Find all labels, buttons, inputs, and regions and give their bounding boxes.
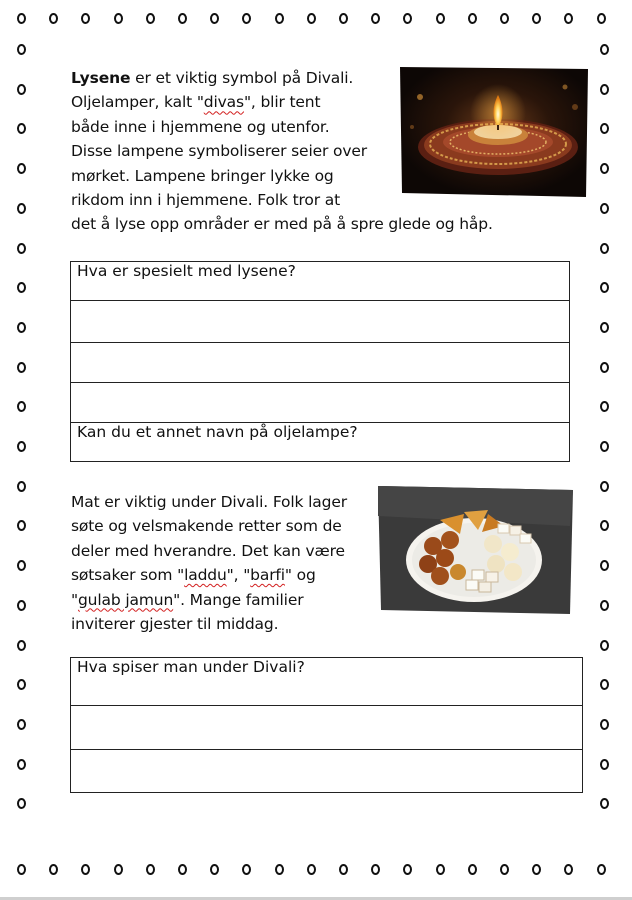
border-dot	[600, 44, 609, 55]
question-cell: Hva er spesielt med lysene?	[71, 262, 570, 301]
text-line: "gulab jamun". Mange familier	[71, 590, 304, 609]
border-dot	[81, 864, 90, 875]
spellcheck-word: gulab jamun	[77, 590, 174, 609]
border-dot	[600, 520, 609, 531]
border-dot	[17, 123, 26, 134]
border-dot	[17, 520, 26, 531]
border-dot	[17, 13, 26, 24]
border-dot	[17, 362, 26, 373]
border-dot	[600, 243, 609, 254]
text-line: mørket. Lampene bringer lykke og	[71, 166, 334, 185]
answer-cell[interactable]	[71, 750, 583, 793]
border-dot	[17, 322, 26, 333]
border-dot	[371, 13, 380, 24]
answer-cell[interactable]	[71, 383, 570, 423]
border-dot	[307, 864, 316, 875]
text-line: rikdom inn i hjemmene. Folk tror at	[71, 191, 341, 210]
text-line: deler med hverandre. Det kan være	[71, 541, 345, 560]
border-dot	[81, 13, 90, 24]
answer-table-1	[70, 261, 570, 462]
text-line: søtsaker som "laddu", "barfi" og	[71, 566, 316, 585]
text-line: søte og velsmakende retter som de	[71, 517, 342, 536]
border-dot	[339, 13, 348, 24]
border-dot	[17, 44, 26, 55]
border-dot	[403, 864, 412, 875]
border-dot	[242, 13, 251, 24]
border-dot	[597, 864, 606, 875]
border-dot	[17, 401, 26, 412]
border-dot	[564, 864, 573, 875]
border-dot	[17, 759, 26, 770]
border-dot	[532, 13, 541, 24]
border-dot	[600, 84, 609, 95]
border-dot	[146, 13, 155, 24]
border-dot	[600, 441, 609, 452]
answer-cell[interactable]	[71, 706, 583, 750]
border-dot	[242, 864, 251, 875]
answer-cell[interactable]	[71, 301, 570, 343]
text-line: Oljelamper, kalt "divas", blir tent	[71, 93, 321, 112]
border-dot	[371, 864, 380, 875]
border-dot	[600, 798, 609, 809]
border-dot	[600, 481, 609, 492]
spellcheck-word: barfi	[250, 566, 285, 585]
border-dot	[17, 441, 26, 452]
border-dot	[210, 864, 219, 875]
text-line: det å lyse opp områder er med på å spre glede og håp.	[71, 215, 493, 234]
border-dot	[275, 13, 284, 24]
border-dot	[600, 322, 609, 333]
border-dot	[49, 13, 58, 24]
text-line: Disse lampene symboliserer seier over	[71, 142, 367, 161]
border-dot	[17, 864, 26, 875]
border-dot	[600, 719, 609, 730]
sweets-plate-image	[378, 486, 573, 614]
answer-table-2	[70, 657, 583, 793]
question-cell: Hva spiser man under Divali?	[71, 658, 583, 706]
border-dot	[17, 481, 26, 492]
border-dot	[114, 13, 123, 24]
border-dot	[49, 864, 58, 875]
border-dot	[500, 13, 509, 24]
border-dot	[600, 401, 609, 412]
border-dot	[17, 679, 26, 690]
border-dot	[468, 13, 477, 24]
border-dot	[600, 560, 609, 571]
border-dot	[600, 600, 609, 611]
border-dot	[275, 864, 284, 875]
border-dot	[600, 163, 609, 174]
border-dot	[339, 864, 348, 875]
diya-lamp-image	[400, 67, 588, 197]
border-dot	[436, 13, 445, 24]
border-dot	[17, 719, 26, 730]
text-line: er et viktig symbol på Divali.	[130, 69, 354, 87]
answer-cell[interactable]	[71, 343, 570, 383]
spellcheck-word: laddu	[184, 566, 227, 585]
border-dot	[17, 243, 26, 254]
border-dot	[600, 282, 609, 293]
border-dot	[17, 163, 26, 174]
border-dot	[403, 13, 412, 24]
border-dot	[600, 123, 609, 134]
border-dot	[600, 640, 609, 651]
border-dot	[17, 600, 26, 611]
border-dot	[564, 13, 573, 24]
border-dot	[17, 640, 26, 651]
border-dot	[532, 864, 541, 875]
border-dot	[178, 13, 187, 24]
border-dot	[17, 798, 26, 809]
question-cell: Kan du et annet navn på oljelampe?	[71, 423, 570, 462]
text-line: inviterer gjester til middag.	[71, 615, 279, 634]
border-dot	[468, 864, 477, 875]
border-dot	[600, 203, 609, 214]
border-dot	[17, 560, 26, 571]
border-dot	[307, 13, 316, 24]
border-dot	[146, 864, 155, 875]
bold-keyword: Lysene	[71, 69, 131, 87]
border-dot	[600, 759, 609, 770]
border-dot	[17, 84, 26, 95]
border-dot	[436, 864, 445, 875]
border-dot	[178, 864, 187, 875]
border-dot	[600, 679, 609, 690]
border-dot	[500, 864, 509, 875]
food-paragraph	[71, 490, 347, 636]
border-dot	[600, 362, 609, 373]
border-dot	[17, 203, 26, 214]
border-dot	[210, 13, 219, 24]
text-line: både inne i hjemmene og utenfor.	[71, 117, 330, 136]
border-dot	[597, 13, 606, 24]
spellcheck-word: divas	[203, 93, 244, 112]
border-dot	[17, 282, 26, 293]
border-dot	[114, 864, 123, 875]
text-line: Mat er viktig under Divali. Folk lager	[71, 493, 347, 511]
